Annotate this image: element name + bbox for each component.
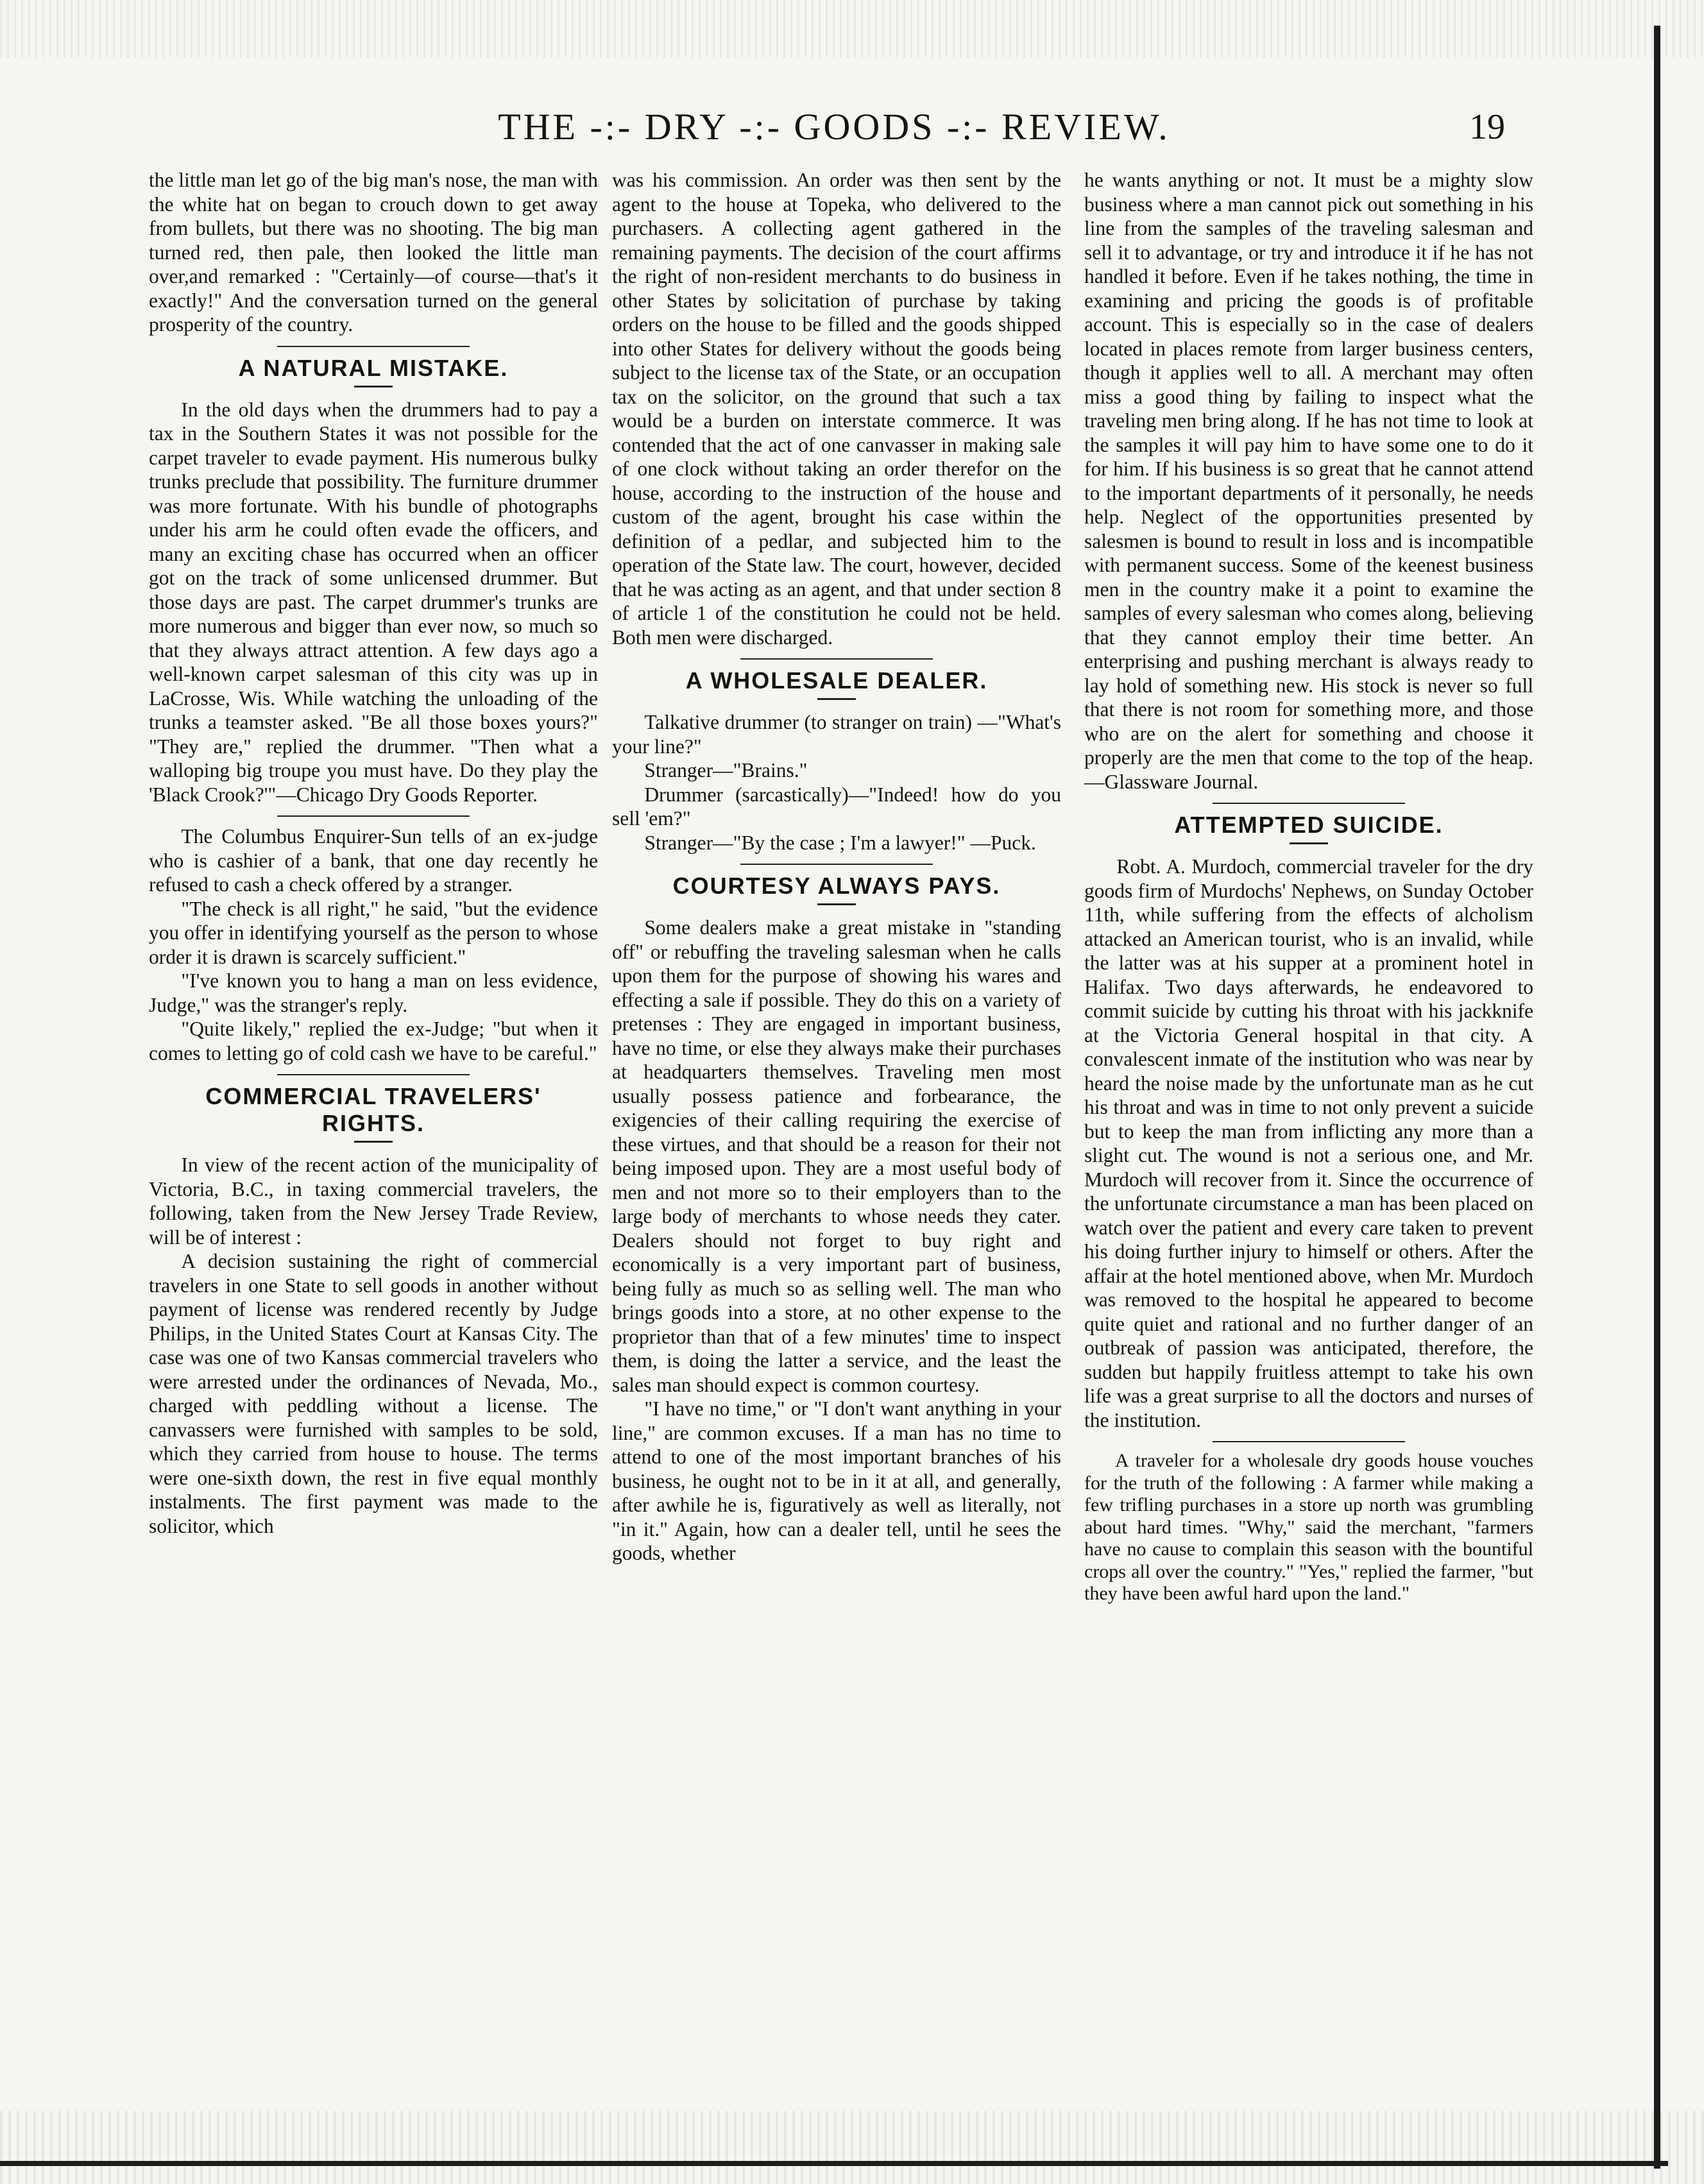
paragraph: Some dealers make a great mistake in "standing off" or rebuffing the traveling salesman when he calls upon them for the purpose of showing his wares and effecting a sale if possible. They do this on a variety of pretenses : They are engaged in important business, have no time, or else they always make their purchases at headquarters themselves. Traveling men most usually possess patience and forbearance, the exigencies of their calling requiring the exercise of these virtues, and that should be a reason for their not being imposed upon. They are a most useful body of men and not more so to their employers than to the large body of merchants to whose needs they cater. Dealers should not forget to buy right and economically is a very important part of business, being fully as much so as selling well. The man who brings goods into a store, at no other expense to the proprietor than that of a few minutes' time to inspect them, is doing the latter a service, and the least the sales man should expect is common courtesy.	[612, 916, 1061, 1396]
divider-rule	[277, 1074, 470, 1075]
paragraph: The Columbus Enquirer-Sun tells of an ex-judge who is cashier of a bank, that one day recently he refused to cash a check offered by a stranger.	[149, 825, 598, 896]
paragraph: was his commission. An order was then sent by the agent to the house at Topeka, who delivered to the purchasers. A collecting agent gathered in the remaining payments. The decision of the court affirms the right of non-resident merchants to do business in other States by solicitation of purchase by taking orders on the house to be filled and the goods shipped into other States for delivery without the goods being subject to the license tax of the State, or an occupation tax on the solicitor, on the ground that such a tax would be a burden on interstate commerce. It was contended that the act of one canvasser in making sale of one clock without taking an order therefor on the house, according to the instruction of the house and custom of the agent, brought his case within the definition of a pedlar, and subjected him to the operation of the State law. The court, however, decided that he was acting as an agent, and that under section 8 of article 1 of the constitution he could not be held. Both men were discharged.	[612, 169, 1061, 649]
page-edge-right	[1654, 26, 1660, 2169]
scan-noise-top	[0, 0, 1704, 58]
divider-dash	[354, 386, 393, 388]
headline-courtesy-always-pays: COURTESY ALWAYS PAYS.	[672, 873, 1001, 899]
divider-rule	[277, 815, 470, 817]
paragraph: "The check is all right," he said, "but the evidence you offer in identifying yourself as the person to whose order it is drawn is scarcely sufficient."	[149, 897, 598, 968]
page-edge-bottom	[0, 2161, 1668, 2166]
divider-dash	[1290, 842, 1328, 844]
headline-rights: RIGHTS.	[321, 1110, 425, 1136]
divider-rule	[740, 658, 933, 660]
divider-rule	[740, 864, 933, 865]
paragraph: Stranger—"By the case ; I'm a lawyer!" —Puck.	[644, 831, 1036, 854]
headline-attempted-suicide: ATTEMPTED SUICIDE.	[1174, 812, 1444, 838]
page-number: 19	[1469, 107, 1505, 147]
masthead-title: THE -:- DRY -:- GOODS -:- REVIEW.	[498, 106, 1170, 148]
paragraph: Drummer (sarcastically)—"Indeed! how do you sell 'em?"	[612, 783, 1061, 830]
paragraph: "I have no time," or "I don't want anything in your line," are common excuses. If a man has no time to attend to one of the most important branches of his business, he ought not to be in it at all, and generally, after awhile he is, figuratively as well as literally, not "in it." Again, how can a dealer tell, until he sees the goods, whether	[612, 1397, 1061, 1564]
paragraph: In the old days when the drummers had to pay a tax in the Southern States it was not possible for the carpet traveler to evade payment. His numerous bulky trunks preclude that possibility. The furniture drummer was more fortunate. With his bundle of photographs under his arm he could often evade the officers, and many an exciting chase has occurred when an officer got on the track of some unlicensed drummer. But those days are past. The carpet drummer's trunks are more numerous and bigger than ever now, so much so that they always attract attention. A few days ago a well-known carpet salesman of this city was up in LaCrosse, Wis. While watching the unloading of the trunks a teamster asked. "Be all those boxes yours?" "They are," replied the drummer. "Then what a walloping big troupe you must have. Do they play the 'Black Crook?'"—Chicago Dry Goods Reporter.	[149, 398, 598, 806]
paragraph: he wants anything or not. It must be a mighty slow business where a man cannot pick out something in his line from the samples of the traveling salesman and sell it to advantage, or try and introduce it if he has not handled it before. Even if he takes nothing, the time in examining and pricing the goods is of profitable account. This is especially so in the case of dealers located in places remote from larger business centers, though it applies well to all. A merchant may often miss a good thing by failing to inspect what the traveling men bring along. If he has not time to look at the samples it will pay him to have some one to do it for him. If his business is so great that he cannot attend to the important departments of it personally, he needs help. Neglect of the opportunities presented by salesmen is bound to result in loss and is incompatible with permanent success. Some of the keenest business men in the country make it a point to examine the samples of every salesman who comes along, believing that they cannot employ their time better. An enterprising and pushing merchant is always ready to lay hold of something new. His stock is never so full that there is not room for something more, and those who are on the alert for something and choose it properly are the men that come to the top of the heap.—Glassware Journal.	[1084, 169, 1533, 793]
headline-natural-mistake: A NATURAL MISTAKE.	[238, 354, 509, 381]
paragraph: A traveler for a wholesale dry goods house vouches for the truth of the following : A farmer while making a few trifling purchases in a store up north was grumbling about hard times. "Why," said the merchant, "farmers have no cause to complain this season with the bountiful crops all over the country." "Yes," replied the farmer, "but they have been awful hard upon the land."	[1084, 1450, 1533, 1604]
paragraph: the little man let go of the big man's nose, the man with the white hat on began to crouch down to get away from bullets, but there was no shooting. The big man turned red, then pale, then looked the little man over,and remarked : "Certainly—of course—that's it exactly!" And the conversation turned on the general prosperity of the country.	[149, 169, 598, 336]
scan-noise-bottom	[0, 2111, 1704, 2184]
paragraph: In view of the recent action of the municipality of Victoria, B.C., in taxing commercial travelers, the following, taken from the New Jersey Trade Review, will be of interest :	[149, 1154, 598, 1249]
paragraph: "I've known you to hang a man on less evidence, Judge," was the stranger's reply.	[149, 969, 598, 1016]
divider-dash	[817, 698, 856, 700]
divider-dash	[354, 1141, 393, 1143]
divider-rule	[1213, 803, 1405, 804]
column-3	[1084, 168, 1533, 1605]
divider-rule	[1213, 1441, 1405, 1442]
divider-dash	[817, 903, 856, 905]
divider-rule	[277, 346, 470, 347]
paragraph: "Quite likely," replied the ex-Judge; "but when it comes to letting go of cold cash we have to be careful."	[149, 1018, 598, 1064]
paragraph: Robt. A. Murdoch, commercial traveler for the dry goods firm of Murdochs' Nephews, on Sunday October 11th, while suffering from the effects of alcholism attacked an American tourist, who is an invalid, while the latter was at his supper at a prominent hotel in Halifax. Two days afterwards, he endeavored to commit suicide by cutting his throat with his jackknife at the Victoria General hospital in that city. A convalescent inmate of the institution who was near by heard the noise made by the unfortunate man as he cut his throat and was in time to not only prevent a suicide but to keep the man from inflicting any more than a slight cut. The wound is not a serious one, and Mr. Murdoch will recover from it. Since the occurrence of the unfortunate circumstance a man has been placed on watch over the patient and every care taken to prevent his doing further injury to himself or others. After the affair at the hotel mentioned above, when Mr. Murdoch was removed to the hospital he appeared to become quite quiet and rational and no further danger of an outbreak of passion was anticipated, therefore, the sudden but happily fruitless attempt to take his own life was a great surprise to all the doctors and nurses of the institution.	[1084, 855, 1533, 1431]
paragraph: Stranger—"Brains."	[644, 759, 808, 781]
page-header	[0, 101, 1668, 153]
headline-commercial-travelers: COMMERCIAL TRAVELERS'	[205, 1083, 541, 1109]
paragraph: A decision sustaining the right of commercial travelers in one State to sell goods in another without payment of license was rendered recently by Judge Philips, in the United States Court at Kansas City. The case was one of two Kansas commercial travelers who were arrested under the ordinances of Nevada, Mo., charged with peddling without a license. The canvassers were furnished with samples to be sold, which they carried from house to house. The terms were one-sixth down, the rest in five equal monthly instalments. The first payment was made to the solicitor, which	[149, 1250, 598, 1537]
paragraph: Talkative drummer (to stranger on train) —"What's your line?"	[612, 711, 1061, 758]
column-1	[149, 168, 598, 1538]
headline-wholesale-dealer: A WHOLESALE DEALER.	[685, 667, 988, 694]
column-2	[612, 168, 1061, 1565]
